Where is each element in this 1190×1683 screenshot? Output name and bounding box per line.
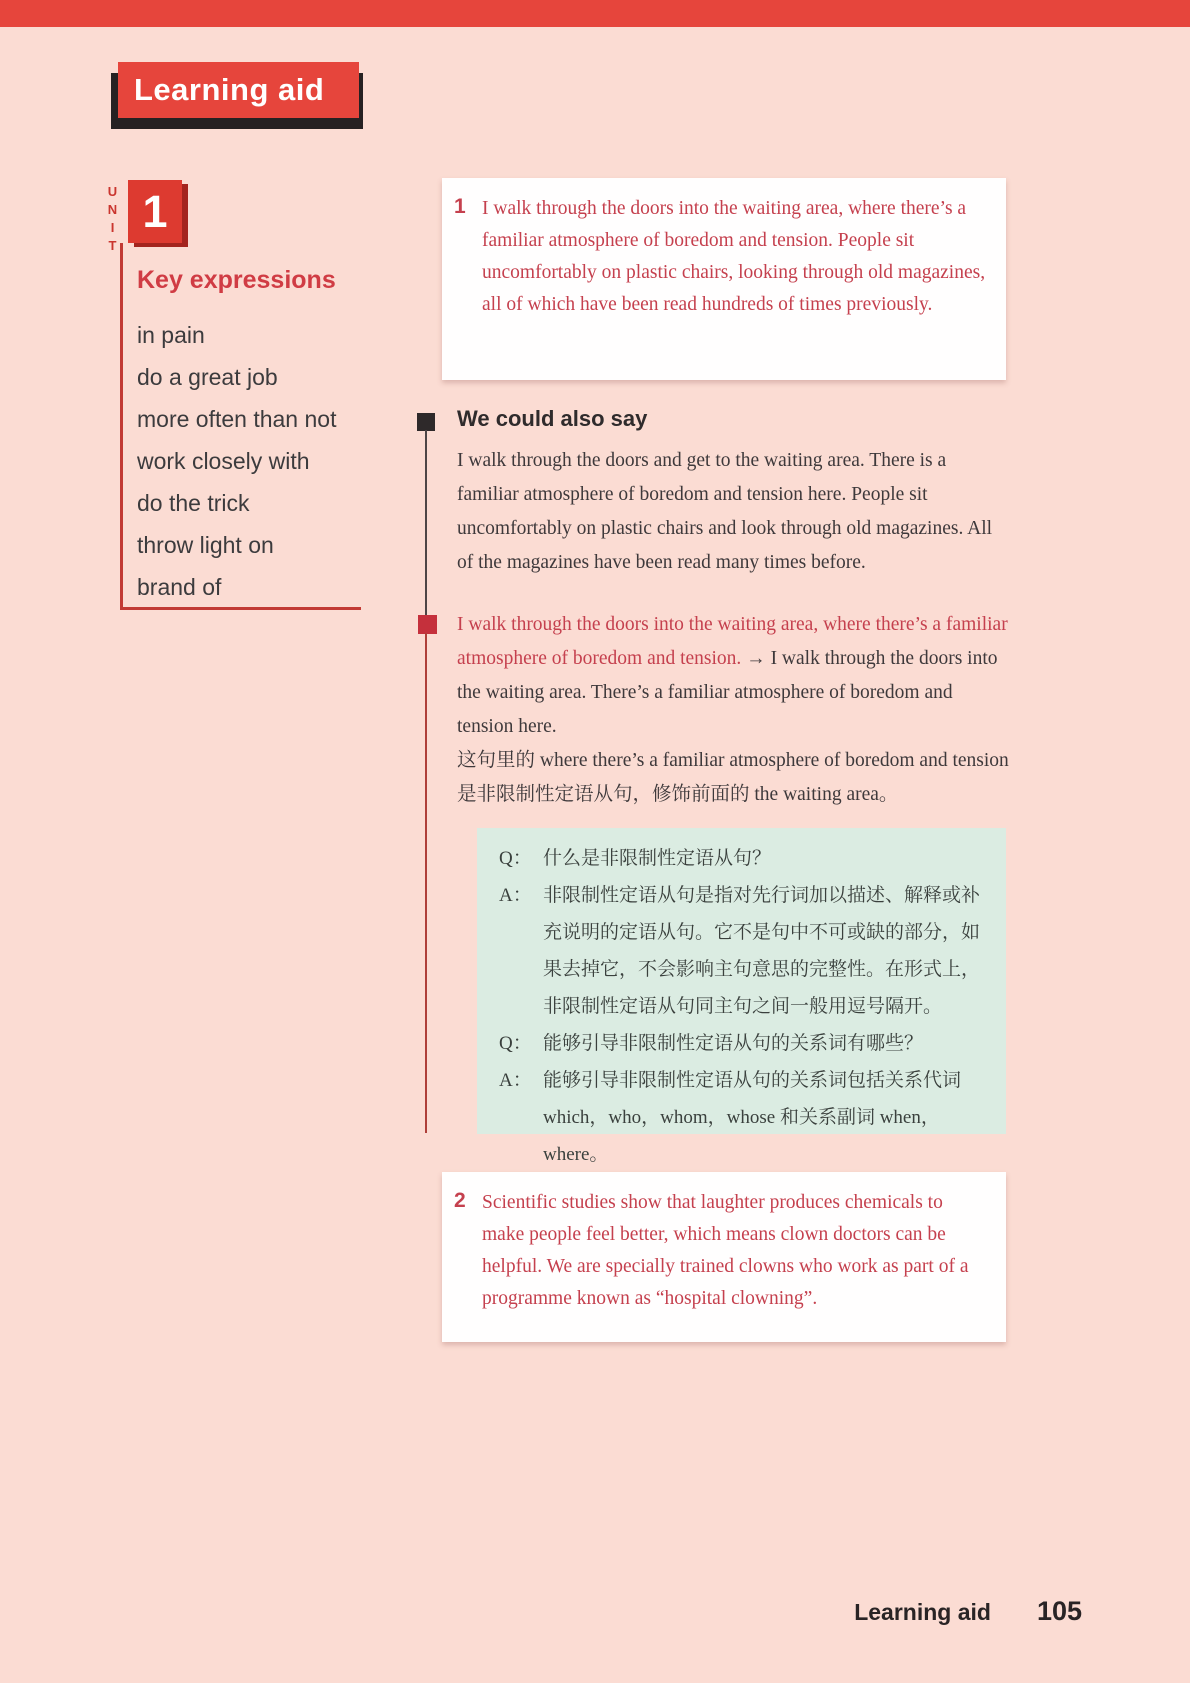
top-red-bar bbox=[0, 0, 1190, 27]
qa-row bbox=[499, 877, 984, 1025]
key-expression-item: work closely with bbox=[137, 448, 310, 474]
sentence-number: 2 bbox=[454, 1189, 466, 1212]
example-sentence bbox=[457, 608, 1009, 744]
qa-label: Q： bbox=[499, 848, 532, 869]
key-expression-item: more often than not bbox=[137, 406, 337, 432]
sentence-box-2 bbox=[442, 1172, 1006, 1342]
grammar-example-block bbox=[457, 608, 1009, 812]
could-say-text: I walk through the doors and get to the waiting area. There is a familiar atmosphere of boredom and tension here. People sit uncomfortably on plastic chairs and look through old magazines. All of the magazines have been read many times before. bbox=[457, 450, 993, 573]
key-expression-item: brand of bbox=[137, 574, 222, 600]
learning-aid-header bbox=[118, 62, 359, 118]
footer-section-label: Learning aid bbox=[854, 1599, 991, 1625]
grammar-note: 这句里的 where there’s a familiar atmosphere of boredom and tension 是非限制性定语从句，修饰前面的 the waiting area。 bbox=[457, 750, 1009, 805]
arrow-icon: → bbox=[746, 648, 766, 669]
unit-vertical-label: UNIT bbox=[105, 184, 120, 256]
qa-label: A： bbox=[499, 1070, 532, 1091]
qa-text: 能够引导非限制性定语从句的关系词包括关系代词 which，who，whom，whose 和关系副词 when，where。 bbox=[543, 1070, 962, 1165]
sentence-box-1 bbox=[442, 178, 1006, 380]
could-say-heading: We could also say bbox=[457, 406, 648, 431]
qa-label: Q： bbox=[499, 1033, 532, 1054]
unit-number: 1 bbox=[142, 186, 168, 237]
qa-label: A： bbox=[499, 885, 532, 906]
key-expression-item: do a great job bbox=[137, 364, 278, 390]
qa-row bbox=[499, 840, 984, 877]
qa-row bbox=[499, 1062, 984, 1173]
key-expression-item: throw light on bbox=[137, 532, 274, 558]
sidebar-vertical-rule bbox=[120, 243, 123, 610]
page-number: 105 bbox=[1036, 1596, 1082, 1626]
sentence-text: I walk through the doors into the waiting area, where there’s a familiar atmosphere of boredom and tension. People sit uncomfortably on plastic chairs, looking through old magazines, all of which have been read hundreds of times previously. bbox=[482, 198, 986, 315]
qa-row bbox=[499, 1025, 984, 1062]
key-expression-item: in pain bbox=[137, 322, 205, 348]
example-highlight: I walk through the doors into the waiting area, where there’s a familiar atmosphere of boredom and tension. bbox=[457, 614, 1008, 669]
qa-grammar-box bbox=[477, 828, 1006, 1165]
key-expressions-heading: Key expressions bbox=[137, 266, 336, 294]
sentence-number: 1 bbox=[454, 195, 466, 218]
key-expressions-list bbox=[137, 314, 367, 608]
unit-number-badge bbox=[128, 180, 182, 243]
qa-text: 非限制性定语从句是指对先行词加以描述、解释或补充说明的定语从句。它不是句中不可或缺的部分，如果去掉它，不会影响主句意思的完整性。在形式上，非限制性定语从句同主句之间一般用逗号隔开。 bbox=[543, 885, 981, 1017]
sentence-text: Scientific studies show that laughter produces chemicals to make people feel better, which means clown doctors can be helpful. We are specially trained clowns who work as part of a programme known as “hospital clowning”. bbox=[482, 1192, 969, 1309]
qa-text: 什么是非限制性定语从句？ bbox=[543, 848, 772, 869]
red-square-bullet bbox=[418, 615, 437, 634]
key-expression-item: do the trick bbox=[137, 490, 250, 516]
example-rewrite: I walk through the doors into the waiting area. There’s a familiar atmosphere of boredom and tension here. bbox=[457, 648, 998, 737]
page-title: Learning aid bbox=[134, 72, 325, 107]
qa-text: 能够引导非限制性定语从句的关系词有哪些？ bbox=[543, 1033, 924, 1054]
page-footer bbox=[854, 1596, 1082, 1627]
section-rule-red bbox=[425, 633, 427, 1133]
black-square-bullet bbox=[417, 413, 435, 431]
section-rule-dark bbox=[425, 430, 427, 616]
